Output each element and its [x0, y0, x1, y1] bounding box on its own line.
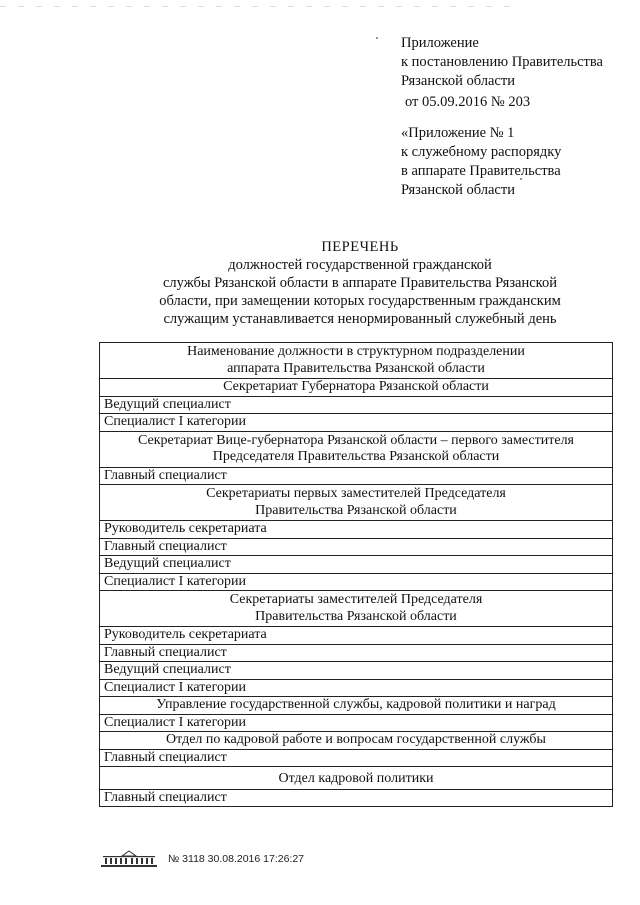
annex-header-line: Рязанской области: [401, 73, 515, 89]
section-heading-line: Правительства Рязанской области: [255, 502, 457, 518]
position-name-cell: Руководитель секретариата: [100, 521, 613, 539]
section-heading-line: Секретариат Губернатора Рязанской области: [223, 379, 489, 394]
section-heading-line: Секретариаты первых заместителей Председателя: [206, 486, 506, 501]
table-row: [100, 521, 613, 539]
section-heading-line: Отдел кадровой политики: [278, 771, 434, 786]
building-emblem-icon: [100, 850, 158, 868]
title-line: служащим устанавливается ненормированный служебный день: [163, 311, 557, 327]
table-row: [100, 538, 613, 556]
position-name-cell: Главный специалист: [100, 789, 613, 807]
scan-artifact-line: [0, 6, 520, 7]
section-heading-line: Председателя Правительства Рязанской области: [212, 449, 500, 464]
position-name-cell: Главный специалист: [100, 644, 613, 662]
section-heading-cell: [100, 485, 613, 521]
table-row: [100, 662, 613, 680]
section-heading-cell: [100, 591, 613, 627]
annex-header-line: Приложение: [401, 35, 479, 51]
table-section-row: [100, 485, 613, 521]
table-section-row: [100, 431, 613, 467]
section-heading-cell: [100, 431, 613, 467]
position-name-cell: Ведущий специалист: [100, 662, 613, 680]
table-row: [100, 556, 613, 574]
table-section-row: [100, 697, 613, 715]
annex-sub-line: в аппарате Правительства: [401, 163, 561, 179]
section-heading-line: Секретариаты заместителей Председателя: [229, 592, 483, 607]
table-row: [100, 749, 613, 767]
registration-number: № 3118 30.08.2016 17:26:27: [168, 853, 305, 865]
section-heading-cell: [100, 343, 613, 379]
position-name-cell: Главный специалист: [100, 467, 613, 485]
annex-sub-line: «Приложение № 1: [401, 125, 515, 141]
position-name-cell: Ведущий специалист: [100, 556, 613, 574]
section-heading-line: Наименование должности в структурном подразделении: [187, 344, 525, 359]
document-title: [100, 238, 620, 328]
section-heading-line: аппарата Правительства Рязанской области: [227, 360, 485, 376]
table-row: [100, 679, 613, 697]
position-name-cell: Специалист I категории: [100, 414, 613, 432]
table-row: [100, 467, 613, 485]
annex-sub-line: к служебному распорядку: [401, 144, 562, 160]
section-heading-cell: [100, 732, 613, 750]
registration-footer: [100, 848, 304, 870]
table-row: [100, 644, 613, 662]
table-row: [100, 789, 613, 807]
annex-sub-line: Рязанской области: [401, 182, 515, 198]
section-heading-cell: [100, 767, 613, 790]
position-name-cell: Ведущий специалист: [100, 396, 613, 414]
table-section-row: [100, 343, 613, 379]
position-name-cell: Специалист I категории: [100, 714, 613, 732]
positions-table: [99, 342, 613, 807]
position-name-cell: Специалист I категории: [100, 679, 613, 697]
section-heading-line: Управление государственной службы, кадровой политики и наград: [156, 697, 556, 712]
annex-header: [401, 34, 603, 112]
section-heading-cell: [100, 697, 613, 715]
table-row: [100, 396, 613, 414]
table-row: [100, 627, 613, 645]
table-row: [100, 573, 613, 591]
table-section-row: [100, 767, 613, 790]
annex-sub-header: [401, 124, 561, 200]
table-section-row: [100, 732, 613, 750]
section-heading-cell: [100, 379, 613, 397]
annex-header-line: к постановлению Правительства: [401, 54, 603, 70]
title-heading: ПЕРЕЧЕНЬ: [321, 239, 399, 255]
title-line: службы Рязанской области в аппарате Правительства Рязанской: [163, 275, 557, 291]
title-line: области, при замещении которых государственным гражданским: [159, 293, 561, 309]
section-heading-line: Отдел по кадровой работе и вопросам государственной службы: [166, 732, 546, 747]
table-section-row: [100, 591, 613, 627]
table-row: [100, 414, 613, 432]
section-heading-line: Секретариат Вице-губернатора Рязанской области – первого заместителя: [138, 432, 574, 448]
annex-header-date: от 05.09.2016 № 203: [405, 94, 531, 110]
position-name-cell: Главный специалист: [100, 538, 613, 556]
table-section-row: [100, 379, 613, 397]
table-row: [100, 714, 613, 732]
position-name-cell: Главный специалист: [100, 749, 613, 767]
position-name-cell: Руководитель секретариата: [100, 627, 613, 645]
scan-speck: [376, 37, 378, 39]
title-line: должностей государственной гражданской: [228, 257, 492, 273]
position-name-cell: Специалист I категории: [100, 573, 613, 591]
section-heading-line: Правительства Рязанской области: [255, 608, 457, 624]
